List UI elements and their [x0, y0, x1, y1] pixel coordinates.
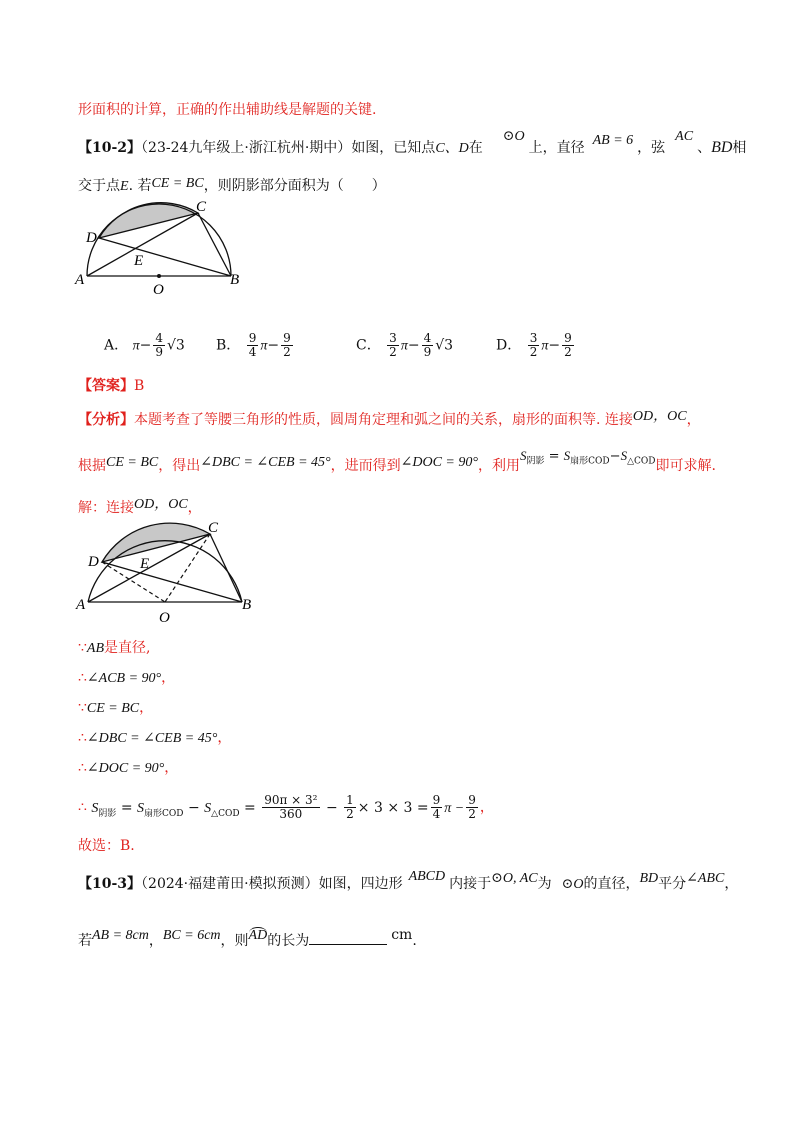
q103-line-1: 【10-3】（2024·福建莆田·模拟预测）如图，四边形 ABCD 内接于⊙O, AC为 ⊙O的直径，BD平分∠ABC， [78, 869, 739, 892]
answer-tag: 【答案】 [78, 378, 134, 394]
q102-text-c: 上，直径 [528, 140, 585, 156]
solution-l1-b: OD，OC [134, 497, 188, 512]
answer-line [78, 376, 144, 396]
option-b-pi: π [260, 338, 268, 354]
analysis-formula: $S_{阴影} = S_{扇形COD}-S_{\triangle COD}$ [519, 448, 656, 467]
q103-arc: AD [248, 928, 268, 943]
dashed-od [102, 562, 165, 602]
answer-value: B [134, 378, 145, 394]
analysis-tag: 【分析】 [78, 412, 134, 428]
option-b-label: B． [216, 337, 241, 354]
label-o-1: O [153, 282, 164, 298]
label-d-2: D [88, 554, 99, 570]
label-e-1: E [134, 253, 144, 269]
q102-circle: ⊙O [502, 129, 525, 144]
q102-bd: BD [711, 139, 733, 156]
q102-sep: 、 [697, 140, 712, 156]
analysis-l2-angles: ∠DBC = ∠CEB = 45° [200, 455, 331, 470]
chord-cb-2 [210, 534, 242, 602]
q102-text-e: 相 [732, 140, 747, 156]
option-d-pi: π [541, 338, 549, 354]
option-c-frac2: $\frac{4}{9}$ [423, 331, 432, 359]
option-b-minus: − [267, 337, 280, 354]
q102-ab-eq: AB = 6 [592, 133, 634, 148]
option-d-frac1: $\frac{3}{2}$ [529, 331, 538, 359]
analysis-l2-a: 根据 [78, 458, 106, 474]
q102-line2-c: ，则阴影部分面积为（ ） [203, 178, 386, 194]
option-a-minus: − [139, 337, 152, 354]
q102-point-e: E [120, 179, 129, 194]
solution-step-6: ∴ $S_{阴影} = S_{扇形COD} - S_{\triangle COD}$ = $\frac{\text{90π × 3²}}{360}$ − $\frac{1}{2}$ × 3 × 3 = $\frac{9}{4}$ π − $\frac{9}{2}$ ， [78, 793, 494, 821]
q102-tag: 【10-2】 [78, 140, 142, 156]
q102-ce-eq: CE = BC [151, 176, 204, 191]
solution-step-2: ∴∠ACB = 90°， [78, 670, 176, 686]
label-c-2: C [208, 520, 219, 536]
figure-2 [74, 518, 264, 630]
q102-line2-b: . 若 [128, 178, 152, 194]
option-a-sqrt: √3 [166, 337, 185, 354]
option-a[interactable] [104, 332, 185, 359]
solution-step-4: ∴∠DBC = ∠CEB = 45°， [78, 730, 232, 746]
analysis-end: ， [686, 412, 701, 428]
analysis-l2-b: ，得出 [158, 458, 201, 474]
label-a-1: A [75, 272, 85, 288]
q103-line-2: 若AB = 8cm，BC = 6cm，则AD的长为 cm. [78, 927, 417, 949]
intro-line: 形面积的计算，正确的作出辅助线是解题的关键. [78, 102, 377, 118]
analysis-line-2 [78, 448, 716, 482]
option-c-pi: π [400, 338, 408, 354]
option-b-frac1: $\frac{9}{4}$ [248, 331, 257, 359]
q102-source: （23-24九年级上·浙江杭州·期中） [141, 140, 352, 156]
option-c[interactable] [356, 332, 453, 359]
q102-points-cd: C、D [435, 141, 469, 156]
analysis-l2-c: ，进而得到 [330, 458, 401, 474]
q102-line2-a: 交于点 [78, 178, 120, 194]
chord-cb-1 [198, 213, 231, 276]
solution-step-3: ∵CE = BC， [78, 700, 154, 716]
label-b-1: B [230, 272, 240, 288]
q103-answer-blank[interactable] [309, 930, 387, 945]
solution-step-1: ∵AB是直径, [78, 640, 151, 656]
option-c-label: C． [356, 337, 381, 354]
label-e-2: E [140, 556, 150, 572]
chord-bd-1 [99, 238, 231, 276]
option-d-label: D． [496, 337, 522, 354]
option-b[interactable] [216, 332, 295, 359]
q102-text-a: 如图，已知点 [351, 140, 436, 156]
label-d-1: D [86, 230, 97, 246]
q103-tag: 【10-3】 [78, 876, 142, 892]
q102-text-d: ，弦 [637, 140, 666, 156]
label-a-2: A [76, 597, 86, 613]
analysis-text: 本题考查了等腰三角形的性质，圆周角定理和弧之间的关系，扇形的面积等. 连接 [134, 412, 633, 428]
option-b-frac2: $\frac{9}{2}$ [283, 331, 291, 359]
q103-source: （2024·福建莆田·模拟预测） [141, 876, 319, 892]
option-a-label: A． [104, 337, 129, 354]
option-a-pi: π [132, 338, 140, 354]
option-c-minus: − [407, 337, 420, 354]
q102-line-2 [78, 176, 386, 197]
solution-area-formula: $S_{阴影} = S_{扇形COD} - S_{\triangle COD}$ = $\frac{\text{90π × 3²}}{360}$ − $\frac{1}{2}$ × 3 × 3 = $\frac{9}{4}$ π − $\frac{9}{2}$ [91, 793, 476, 821]
analysis-l2-e: 即可求解. [655, 458, 716, 474]
option-c-frac1: $\frac{3}{2}$ [389, 331, 397, 359]
option-d-minus: − [548, 337, 561, 354]
solution-final: 故选：B. [78, 838, 135, 854]
q102-text-b: 在 [468, 140, 483, 156]
solution-step-5: ∴∠DOC = 90°， [78, 760, 179, 776]
figure-1 [72, 200, 252, 300]
q102-line-1 [78, 129, 747, 159]
label-o-2: O [159, 610, 170, 626]
analysis-line-1 [78, 410, 701, 431]
label-c-1: C [196, 200, 207, 215]
analysis-l2-d: ，利用 [477, 458, 520, 474]
option-d[interactable] [496, 332, 576, 359]
label-b-2: B [242, 597, 252, 613]
solution-l1-c: ， [187, 500, 202, 516]
option-a-frac: $\frac{4}{9}$ [155, 331, 163, 359]
analysis-l2-doc: ∠DOC = 90° [400, 455, 478, 470]
solution-line-1 [78, 498, 202, 519]
option-d-frac2: $\frac{9}{2}$ [564, 331, 572, 359]
q102-ac: AC [675, 129, 694, 144]
option-c-sqrt: √3 [435, 337, 454, 354]
solution-l1-a: 解：连接 [78, 500, 134, 516]
center-dot-1 [157, 274, 161, 278]
analysis-od-oc: OD，OC [632, 409, 687, 424]
analysis-l2-ce: CE = BC [106, 455, 159, 470]
